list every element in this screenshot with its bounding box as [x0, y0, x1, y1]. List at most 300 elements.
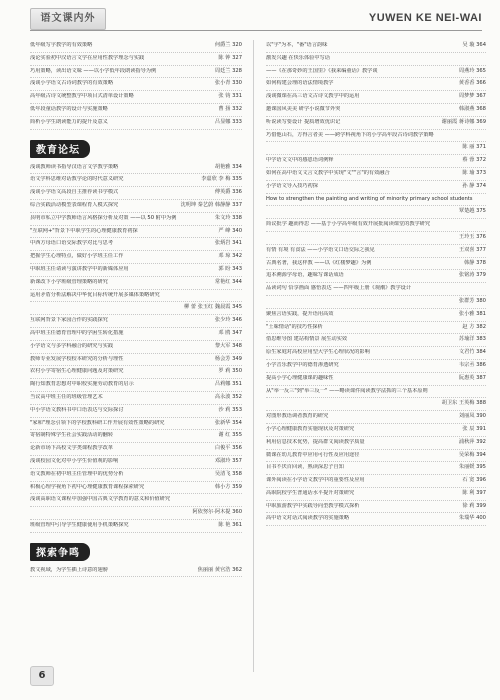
entry-author-page: 阮惠英 387 — [458, 374, 486, 381]
contents-entry — [30, 176, 242, 184]
entry-title: 如何在高中语文文言文教学中实现"文""言"的有效融合 — [266, 169, 390, 176]
entry-separator — [30, 299, 242, 302]
entry-title: 小学语文与多学科融合的研究与实践 — [30, 342, 114, 349]
entry-title: 低年级写字教学的有效策略 — [30, 42, 93, 48]
contents-entry — [30, 330, 242, 338]
contents-entry — [30, 458, 242, 466]
entry-author-page: 胡卫东 王英梅 388 — [441, 400, 486, 407]
contents-entry — [266, 464, 486, 472]
entry-separator — [30, 491, 242, 494]
entry-author-page: 罗 莉 350 — [218, 368, 242, 375]
entry-title: 小学心理健康教育实施现状及对策研究 — [266, 425, 355, 432]
contents-entry — [30, 484, 242, 492]
right-column-list — [266, 42, 486, 526]
entry-separator — [30, 235, 242, 238]
entry-separator — [266, 152, 486, 155]
entry-title: 中职旅游教学中实践导向型教学模式探析 — [266, 502, 360, 509]
contents-entry — [30, 343, 242, 351]
entry-author-page: 谢 红 355 — [218, 432, 242, 439]
entry-author-page: 张新华 354 — [214, 419, 242, 426]
entry-title: 论新市场下高校文学类课程教学改革 — [30, 445, 114, 452]
entry-separator — [266, 447, 486, 450]
contents-entry — [266, 362, 486, 370]
entry-author-page: 周廷兰 328 — [214, 67, 242, 74]
entry-separator — [30, 63, 242, 66]
contents-entry — [30, 567, 242, 575]
entry-title: 听说读写要设计 提质增效优识记 — [266, 118, 341, 125]
entry-author-page: 韩静 378 — [464, 259, 486, 266]
entry-author-page: 文君竹 384 — [458, 349, 486, 356]
entry-title: 互联网背景下家园合作的实践探究 — [30, 317, 108, 324]
entry-separator — [30, 127, 242, 130]
entry-separator — [30, 363, 242, 366]
entry-title: 高职院校学生普通话水平提升对策研究 — [266, 489, 355, 496]
entry-separator — [30, 338, 242, 341]
entry-separator — [266, 139, 486, 142]
contents-entry — [30, 215, 242, 223]
entry-author-page: 胡艳雅 334 — [214, 163, 242, 170]
entry-separator — [266, 75, 486, 78]
entry-author-page: 高永波 352 — [214, 393, 242, 400]
contents-entry — [30, 356, 242, 364]
entry-author-page: 覃楚越 375 — [458, 208, 486, 215]
entry-title: 有情 有境 有食法 ——小学语文口语交际之我见 — [266, 246, 375, 253]
entry-separator — [266, 63, 486, 66]
entry-title: 积极心理学视角下初中心理健康教育课程探索研究 — [30, 483, 145, 490]
contents-entry — [266, 272, 486, 280]
entry-separator — [266, 280, 486, 283]
entry-title: 浅谈小学语文古诗词教学的有效策略 — [30, 80, 114, 87]
entry-author-page: 苏瑜洋 383 — [458, 336, 486, 343]
entry-separator — [266, 395, 486, 398]
section-title-education-forum: 教育论坛 — [30, 140, 90, 158]
entry-title: 班级管理中引导学生健康使用手机策略探究 — [30, 521, 129, 528]
entry-author-page: 郭 盼 343 — [218, 265, 242, 272]
entry-title: 农村小学寄宿生心理健康问题及对策研究 — [30, 368, 124, 375]
entry-separator — [266, 229, 486, 232]
entry-separator — [266, 331, 486, 334]
entry-title: "家和"理念引领下的学校教科研工作开展有效性策略的研究 — [30, 419, 165, 426]
contents-entry — [266, 298, 486, 306]
entry-separator — [30, 325, 242, 328]
entry-title: 教师专业发展学校校本研究的分析与理性 — [30, 355, 124, 362]
entry-title: 巧借他山石，方得言者美 ——跨学科视角下的小学高年段古诗词教学策略 — [266, 131, 434, 138]
entry-separator — [266, 421, 486, 424]
entry-separator — [266, 191, 486, 194]
entry-author-page: 吴清飞 358 — [214, 470, 242, 477]
magazine-logo: 语文课内外 — [30, 8, 106, 30]
contents-entry — [30, 420, 242, 428]
entry-author-page: 孙 静 374 — [462, 182, 486, 189]
contents-entry — [30, 292, 242, 300]
entry-separator — [266, 459, 486, 462]
entry-separator — [266, 370, 486, 373]
entry-title: 聚焦言语实践，提升语用高效 — [266, 310, 334, 317]
contents-entry — [266, 119, 486, 127]
entry-author-page: 蔡 蓉 372 — [462, 157, 486, 164]
contents-entry — [30, 266, 242, 274]
entry-author-page: 吕莉娜 351 — [214, 381, 242, 388]
entry-author-page: 黄香香 366 — [458, 80, 486, 87]
contents-entry — [266, 452, 486, 460]
header-rule — [30, 30, 482, 31]
entry-title: 微课在幼儿教育中应用可行性及应用途径 — [266, 451, 360, 458]
contents-entry — [30, 202, 242, 210]
entry-separator — [266, 267, 486, 270]
entry-author-page: 朱丽媛 395 — [458, 464, 486, 471]
entry-author-page: 王双喜 377 — [458, 246, 486, 253]
contents-entry — [30, 317, 242, 325]
left-column — [30, 42, 242, 579]
entry-separator — [30, 504, 242, 507]
entry-title: 借思维导图 建站构情景 展生动实效 — [266, 336, 348, 343]
entry-separator — [30, 479, 242, 482]
entry-title: 简议批学 趣而得思 ——基于小学高年级有效开展批阅读课堂的教学研究 — [266, 221, 431, 228]
contents-entry — [30, 407, 242, 415]
contents-entry — [30, 42, 242, 50]
entry-title: ——《在那奇妙的王国里》《我来编童话》教学谈 — [266, 67, 378, 74]
entry-separator — [30, 440, 242, 443]
entry-separator — [30, 101, 242, 104]
contents-entry — [30, 80, 242, 88]
entry-title: 低年段童话教学的设计与实施策略 — [30, 105, 108, 112]
contents-entry — [266, 490, 486, 498]
entry-separator — [30, 530, 242, 533]
contents-entry — [30, 279, 242, 287]
entry-title: 以"字"为本，"番"语言韵味 — [266, 42, 328, 48]
contents-entry — [30, 228, 242, 236]
entry-title: 中小学语文教科书中口语表达与交际探讨 — [30, 406, 124, 413]
contents-entry — [30, 432, 242, 440]
entry-separator — [30, 402, 242, 405]
entry-author-page: 刘丽凤 390 — [458, 413, 486, 420]
entry-title: 中职班主任请读与演讲教学中的新媒体应用 — [30, 265, 129, 272]
contents-entry — [30, 189, 242, 197]
contents-entry — [266, 68, 486, 76]
entry-separator — [30, 312, 242, 315]
entry-separator — [266, 216, 486, 219]
contents-entry — [266, 311, 486, 319]
entry-separator — [30, 389, 242, 392]
contents-entry — [30, 304, 242, 312]
contents-entry — [266, 324, 486, 332]
entry-author-page: 张铭涛 379 — [458, 272, 486, 279]
entry-title: "互联网+"背景下中职学生的心理健康教育初探 — [30, 227, 138, 234]
contents-entry — [266, 221, 486, 229]
page-footer — [30, 666, 470, 686]
contents-entry — [266, 106, 486, 114]
contents-entry — [266, 170, 486, 178]
entry-author-page: 杨会芳 349 — [214, 355, 242, 362]
entry-separator — [30, 50, 242, 53]
entry-separator — [30, 75, 242, 78]
entry-separator — [30, 114, 242, 117]
entry-separator — [30, 351, 242, 354]
entry-separator — [266, 434, 486, 437]
entry-author-page: 张群芳 380 — [458, 297, 486, 304]
entry-author-page: 曹 扬 332 — [218, 105, 242, 112]
entry-author-page: 阿依努尔·阿木提 360 — [192, 509, 242, 516]
entry-separator — [30, 415, 242, 418]
contents-entry — [30, 394, 242, 402]
contents-entry — [30, 445, 242, 453]
entry-author-page: 赵 方 382 — [462, 323, 486, 330]
entry-title: 巧用策略，读出语文味 ——以小学低年段朗读指导为例 — [30, 67, 157, 74]
entry-author-page: 李嘉欣 李 梅 335 — [201, 176, 242, 183]
entry-title: 利用信息技术优势，提高群文阅读教学质量 — [266, 438, 365, 445]
entry-author-page: 周燕玲 365 — [458, 67, 486, 74]
entry-separator — [266, 319, 486, 322]
entry-author-page: 张 辰 391 — [462, 425, 486, 432]
entry-author-page: 张少玲 346 — [214, 317, 242, 324]
contents-entry — [266, 426, 486, 434]
entry-separator — [266, 510, 486, 513]
entry-separator — [30, 453, 242, 456]
contents-entry — [266, 55, 486, 63]
entry-separator — [30, 248, 242, 251]
column-divider — [253, 40, 254, 672]
entry-title: 邀课国风美美 研学小说微节外突 — [266, 105, 341, 112]
entry-author-page: 陈 瑜 373 — [462, 169, 486, 176]
entry-author-page: 王玲玉 376 — [458, 233, 486, 240]
entry-title: 小学音乐教学中的德育渗透研究 — [266, 361, 339, 368]
section-title-exploration: 探索争鸣 — [30, 543, 90, 561]
entry-author-page: 白俊平 356 — [214, 445, 242, 452]
entry-author-page: 浦秋萍 392 — [458, 438, 486, 445]
contents-entry — [266, 183, 486, 191]
entry-title: 语文学科思维对话教学论的时代意义研究 — [30, 176, 124, 183]
entry-separator — [266, 472, 486, 475]
entry-title: 县明市私立中学教师语言风格探分析及对策 ——以 50 附中为例 — [30, 214, 177, 221]
entry-author-page: 张炳岩 341 — [214, 240, 242, 247]
contents-entry — [30, 496, 242, 504]
entry-title: 浅谈微课在高三语文古诗文教学中的运用 — [266, 93, 360, 100]
entry-separator — [266, 165, 486, 168]
entry-author-page: 傅英爵 336 — [214, 189, 242, 196]
entry-separator — [266, 344, 486, 347]
entry-title: How to strengthen the painting and writing of minority primary school students — [266, 195, 473, 202]
contents-entry — [30, 55, 242, 63]
entry-author-page: 陈 钟 327 — [218, 54, 242, 61]
left-top-list — [30, 42, 242, 130]
entry-author-page: 陈 利 397 — [462, 489, 486, 496]
entry-title: 高中语文对话式阅读教学的实施策略 — [266, 515, 350, 522]
entry-title: 提高小学心理健康课的趣味性 — [266, 374, 334, 381]
entry-title: 浅论实验初中汉语言文学在应用性教学理念与实践 — [30, 54, 145, 61]
entry-author-page: 柳 蕾 张玉红 魏晨霞 345 — [184, 304, 242, 311]
entry-author-page: 韩小方 359 — [214, 483, 242, 490]
entry-author-page: 吕显娜 333 — [214, 118, 242, 125]
contents-entry — [266, 42, 486, 50]
entry-author-page: 邓 琼 342 — [218, 253, 242, 260]
entry-title: 寄宿制特殊学生社会实践活动的翻转 — [30, 432, 114, 439]
entry-separator — [266, 242, 486, 245]
entry-author-page: 朱瑞华 400 — [458, 515, 486, 522]
entry-separator — [30, 223, 242, 226]
entry-title: 当议高中班主任的班级管理艺术 — [30, 393, 103, 400]
contents-entry — [266, 157, 486, 165]
exploration-list — [30, 567, 242, 578]
entry-title: 小学语文导入技巧初探 — [266, 182, 318, 189]
contents-entry — [266, 413, 486, 421]
entry-author-page: 常艳红 344 — [214, 278, 242, 285]
entry-title: "土味情话"的技巧性探析 — [266, 323, 323, 330]
entry-separator — [266, 293, 486, 296]
entry-title: 浅谈高职语文课程中加强中国古典文学教育的意义和价值研究 — [30, 496, 171, 503]
entry-title: 中西方母语口语交际教学对比与思考 — [30, 240, 114, 247]
entry-author-page: 徐 莉 399 — [462, 502, 486, 509]
contents-entry — [30, 509, 242, 517]
entry-title: 陶行知教育思想对中职校实施劳动教育的启示 — [30, 381, 134, 388]
entry-title: 原生家庭对高校应用型大学生心理状况的影响 — [266, 349, 370, 356]
contents-entry — [30, 164, 242, 172]
contents-entry — [30, 119, 242, 127]
entry-title: 浅谈小学语文高段自主推荐读书学模式 — [30, 189, 119, 196]
entry-author-page: 周梦梦 367 — [458, 93, 486, 100]
entry-separator — [30, 427, 242, 430]
entry-author-page: 沈明坤 秦艺蔚 韩静静 337 — [180, 201, 242, 208]
entry-separator — [266, 50, 486, 53]
contents-entry — [30, 522, 242, 530]
contents-entry — [266, 80, 486, 88]
entry-separator — [266, 523, 486, 526]
right-column — [266, 42, 486, 528]
contents-entry — [266, 349, 486, 357]
entry-author-page: 沙 莉 353 — [218, 406, 242, 413]
contents-entry — [266, 336, 486, 344]
entry-author-page: 何爵兰 320 — [214, 42, 242, 48]
entry-separator — [266, 178, 486, 181]
entry-author-page: 吴 璇 364 — [462, 42, 486, 48]
entry-separator — [266, 101, 486, 104]
entry-title: 综合实践活动模型表课程育人模式探究 — [30, 201, 119, 208]
entry-separator — [30, 274, 242, 277]
entry-separator — [30, 574, 242, 577]
page-header — [30, 8, 482, 30]
entry-title: 追本溯源学母语，趣味写课话成语 — [266, 272, 344, 279]
entry-author-page: 张 钧 331 — [218, 93, 242, 100]
entry-title: 高年级古诗文统整教学中项目式清单设计策略 — [30, 93, 134, 100]
entry-separator — [266, 485, 486, 488]
entry-author-page: 邓淑玲 357 — [214, 457, 242, 464]
contents-entry — [266, 515, 486, 523]
entry-title: 浅谈教师读书指导汉语言文学教学策略 — [30, 163, 119, 170]
contents-entry — [266, 260, 486, 268]
contents-entry — [266, 132, 486, 140]
entry-author-page: 陈 艳 361 — [218, 521, 242, 528]
contents-entry — [266, 388, 486, 396]
contents-entry — [266, 439, 486, 447]
entry-author-page: 谢丽霞 蒋诗娜 369 — [441, 118, 486, 125]
entry-title: 中学语文文中的感恩语词例释 — [266, 157, 334, 164]
contents-entry — [30, 381, 242, 389]
entry-author-page: 张小青 330 — [214, 80, 242, 87]
entry-separator — [30, 376, 242, 379]
contents-entry — [30, 240, 242, 248]
entry-title: 语文教师在初中班主任管理中的优势分析 — [30, 470, 124, 477]
entry-separator — [266, 255, 486, 258]
entry-title: 激发兴趣 在快乐体验中写话 — [266, 54, 330, 61]
entry-separator — [266, 357, 486, 360]
entry-title: 古典名著，我这样教 ——以《红楼梦趣》为例 — [266, 259, 372, 266]
entry-separator — [266, 383, 486, 386]
contents-entry — [30, 93, 242, 101]
entry-author-page: 邓 鸥 347 — [218, 329, 242, 336]
contents-entry — [266, 477, 486, 485]
contents-entry — [266, 93, 486, 101]
entry-separator — [30, 210, 242, 213]
entry-separator — [30, 88, 242, 91]
entry-separator — [266, 203, 486, 206]
entry-title: 高中班主任德育管理中的学困生转化措施 — [30, 329, 124, 336]
entry-separator — [266, 408, 486, 411]
entry-author-page: 黎大军 348 — [214, 342, 242, 349]
entry-separator — [266, 127, 486, 130]
entry-separator — [30, 466, 242, 469]
entry-separator — [266, 114, 486, 117]
entry-separator — [30, 287, 242, 290]
entry-author-page: 朱文玲 338 — [214, 214, 242, 221]
page-number: 6 — [30, 666, 54, 686]
entry-separator — [30, 261, 242, 264]
entry-author-page: 韦宗丞 386 — [458, 361, 486, 368]
contents-entry — [30, 68, 242, 76]
education-forum-list — [30, 164, 242, 533]
contents-entry — [266, 400, 486, 408]
entry-separator — [30, 171, 242, 174]
entry-author-page: 石 宽 396 — [462, 477, 486, 484]
entry-author-page: 张小雅 381 — [458, 310, 486, 317]
entry-author-page: 严 峰 340 — [218, 227, 242, 234]
entry-author-page: 吴荣梅 394 — [458, 451, 486, 458]
entry-title: 目书不厌百回读，熟读深思子自知 — [266, 464, 344, 471]
entry-title: 把握学生心理特点，做好小学班主任工作 — [30, 253, 124, 260]
entry-title: 简析小学生朗读能力的提升及意义 — [30, 118, 108, 125]
entry-title: 运用矛盾分析法解决中华优目标传统开展多媒体策略研究 — [30, 291, 160, 298]
entry-title: 浅谈校园文化对中小学生价值观的影响 — [30, 457, 119, 464]
entry-title: 课外阅读在小学语文教学中的重要性及应用 — [266, 477, 365, 484]
contents-entry — [266, 234, 486, 242]
entry-title: 新课改下小学班级管理策略的研究 — [30, 278, 108, 285]
entry-title: 品读词句 恰享画面 感悟表达 ——四年级上册《观潮》教学设计 — [266, 285, 412, 292]
entry-author-page: 陈 丽 371 — [462, 144, 486, 151]
entry-separator — [30, 517, 242, 520]
contents-entry — [266, 144, 486, 152]
contents-entry — [30, 471, 242, 479]
contents-entry — [266, 375, 486, 383]
contents-entry — [30, 106, 242, 114]
contents-entry — [266, 285, 486, 293]
entry-separator — [30, 197, 242, 200]
contents-entry — [266, 196, 486, 204]
entry-title: 从"举一反三"到"举三反一" ——略读课件阅读教学法抓的三个基本原则 — [266, 387, 428, 394]
entry-author-page: 焦丽丽 黄官浩 362 — [197, 566, 242, 573]
entry-title: 教文视域，为学生插上诗意的翅膀 — [30, 566, 108, 573]
entry-separator — [266, 306, 486, 309]
entry-separator — [266, 88, 486, 91]
entry-separator — [30, 184, 242, 187]
entry-title: 如何构建会理的语法情境教学 — [266, 80, 334, 87]
contents-entry — [30, 253, 242, 261]
contents-entry — [266, 247, 486, 255]
contents-entry — [266, 503, 486, 511]
contents-entry — [30, 368, 242, 376]
entry-title: 对图形教语调者教育的研究 — [266, 413, 329, 420]
contents-entry — [266, 208, 486, 216]
entry-separator — [266, 498, 486, 501]
entry-author-page: 韩淑燕 368 — [458, 105, 486, 112]
masthead-text: YUWEN KE NEI-WAI — [368, 12, 482, 24]
